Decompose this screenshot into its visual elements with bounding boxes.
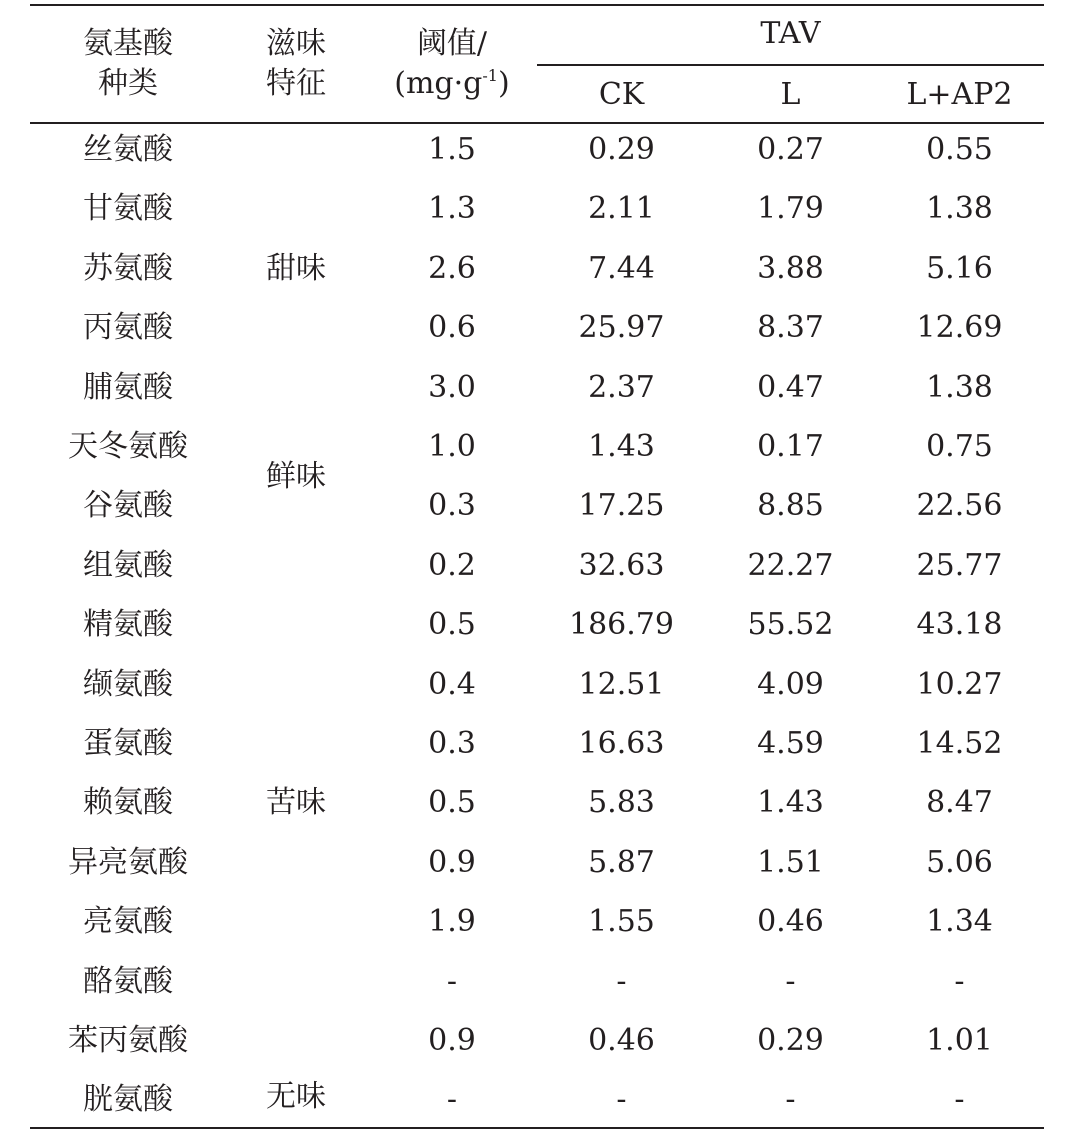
taste-group-label: 甜味 (266, 250, 326, 286)
header-unit-post: ) (497, 66, 510, 101)
l-value: 0.29 (757, 1023, 824, 1058)
header-col3-line1: 阈值/ (416, 26, 488, 61)
l-value: 22.27 (747, 547, 834, 583)
lap2-value: 1.34 (926, 904, 993, 940)
ck-value: 12.51 (578, 666, 665, 702)
amino-acid-name: 亮氨酸 (83, 904, 173, 940)
header-col1-line1: 氨基酸 (83, 26, 173, 61)
amino-acid-name: 蛋氨酸 (83, 726, 173, 761)
threshold-value: 1.3 (428, 191, 476, 227)
ck-value: 5.83 (588, 785, 655, 821)
lap2-value: 14.52 (916, 726, 1003, 761)
ck-value: - (616, 1082, 627, 1118)
ck-value: 1.55 (588, 904, 655, 940)
lap2-value: 12.69 (916, 310, 1003, 346)
l-value: 4.59 (757, 726, 824, 761)
l-value: 3.88 (757, 250, 824, 286)
threshold-value: 0.6 (428, 310, 476, 346)
ck-value: 0.29 (588, 132, 655, 167)
lap2-value: 0.55 (926, 132, 993, 167)
amino-acid-name: 脯氨酸 (83, 369, 173, 405)
threshold-value: - (446, 1082, 458, 1118)
amino-acid-name: 苯丙氨酸 (68, 1023, 188, 1058)
header-col2-line2: 特征 (266, 66, 326, 101)
ck-value: - (616, 963, 627, 999)
threshold-value: 1.0 (428, 429, 476, 464)
amino-acid-name: 谷氨酸 (83, 488, 173, 524)
amino-acid-name: 苏氨酸 (83, 250, 173, 286)
ck-value: 1.43 (588, 429, 655, 464)
l-value: - (785, 1082, 796, 1118)
amino-acid-name: 异亮氨酸 (68, 844, 188, 880)
l-value: 0.17 (757, 429, 824, 464)
ck-value: 186.79 (569, 607, 674, 643)
l-value: 0.46 (757, 904, 824, 940)
header-tav-group: TAV (760, 16, 821, 51)
l-value: 1.43 (757, 785, 824, 821)
threshold-value: 0.2 (428, 547, 476, 583)
ck-value: 16.63 (578, 726, 665, 761)
lap2-value: 43.18 (916, 607, 1003, 643)
ck-value: 2.11 (588, 191, 655, 227)
l-value: 8.85 (757, 488, 824, 524)
threshold-value: - (446, 963, 458, 999)
taste-group-label: 无味 (266, 1079, 326, 1115)
bottom-rule (30, 1127, 1044, 1129)
l-value: 8.37 (757, 310, 824, 346)
header-l: L (780, 77, 801, 112)
threshold-value: 0.5 (428, 785, 476, 821)
header-threshold (372, 24, 532, 104)
ck-value: 17.25 (578, 488, 665, 524)
l-value: 55.52 (747, 607, 834, 643)
ck-value: 5.87 (588, 844, 655, 880)
header-rule (30, 122, 1044, 124)
threshold-value: 2.6 (428, 250, 476, 286)
lap2-value: 0.75 (926, 429, 993, 464)
l-value: 1.79 (757, 191, 824, 227)
lap2-value: 1.38 (926, 191, 993, 227)
l-value: 1.51 (757, 844, 824, 880)
lap2-value: 1.38 (926, 369, 993, 405)
threshold-value: 0.4 (428, 666, 476, 702)
threshold-value: 0.3 (428, 488, 476, 524)
amino-acid-name: 赖氨酸 (83, 785, 173, 821)
lap2-value: 1.01 (926, 1023, 993, 1058)
amino-acid-name: 丙氨酸 (83, 310, 173, 346)
header-unit-sup: -1 (482, 66, 498, 85)
header-amino-acid-type (40, 24, 216, 104)
taste-group-label: 鲜味 (266, 458, 326, 494)
amino-acid-name: 酪氨酸 (83, 963, 173, 999)
lap2-value: 8.47 (926, 785, 993, 821)
header-taste-feature (236, 24, 356, 104)
amino-acid-name: 天冬氨酸 (68, 429, 188, 464)
lap2-value: 10.27 (916, 666, 1003, 702)
lap2-value: - (954, 963, 965, 999)
ck-value: 25.97 (578, 310, 665, 346)
amino-acid-name: 胱氨酸 (83, 1082, 173, 1118)
header-col1-line2: 种类 (98, 66, 158, 101)
lap2-value: 5.16 (926, 250, 993, 286)
lap2-value: 22.56 (916, 488, 1003, 524)
header-ck: CK (598, 77, 645, 112)
amino-acid-name: 缬氨酸 (83, 666, 173, 702)
ck-value: 0.46 (588, 1023, 655, 1058)
threshold-value: 3.0 (428, 369, 476, 405)
tav-group-rule (537, 64, 1044, 66)
amino-acid-name: 精氨酸 (83, 607, 173, 643)
l-value: 0.27 (757, 132, 824, 167)
threshold-value: 1.9 (428, 904, 476, 940)
ck-value: 7.44 (588, 250, 655, 286)
lap2-value: 5.06 (926, 844, 993, 880)
header-lap2: L+AP2 (906, 77, 1013, 112)
lap2-value: - (954, 1082, 965, 1118)
ck-value: 32.63 (578, 547, 665, 583)
l-value: - (785, 963, 796, 999)
threshold-value: 0.5 (428, 607, 476, 643)
ck-value: 2.37 (588, 369, 655, 405)
header-col2-line1: 滋味 (266, 26, 326, 61)
taste-group-label: 苦味 (266, 785, 326, 821)
top-rule (30, 4, 1044, 6)
l-value: 0.47 (757, 369, 824, 405)
threshold-value: 1.5 (428, 132, 476, 167)
lap2-value: 25.77 (916, 547, 1003, 583)
threshold-value: 0.9 (428, 1023, 476, 1058)
header-unit-pre: (mg·g (394, 66, 483, 101)
header-col3-line2 (372, 64, 532, 104)
threshold-value: 0.3 (428, 726, 476, 761)
l-value: 4.09 (757, 666, 824, 702)
amino-acid-name: 组氨酸 (83, 547, 173, 583)
amino-acid-name: 丝氨酸 (83, 132, 173, 167)
amino-acid-name: 甘氨酸 (83, 191, 173, 227)
threshold-value: 0.9 (428, 844, 476, 880)
